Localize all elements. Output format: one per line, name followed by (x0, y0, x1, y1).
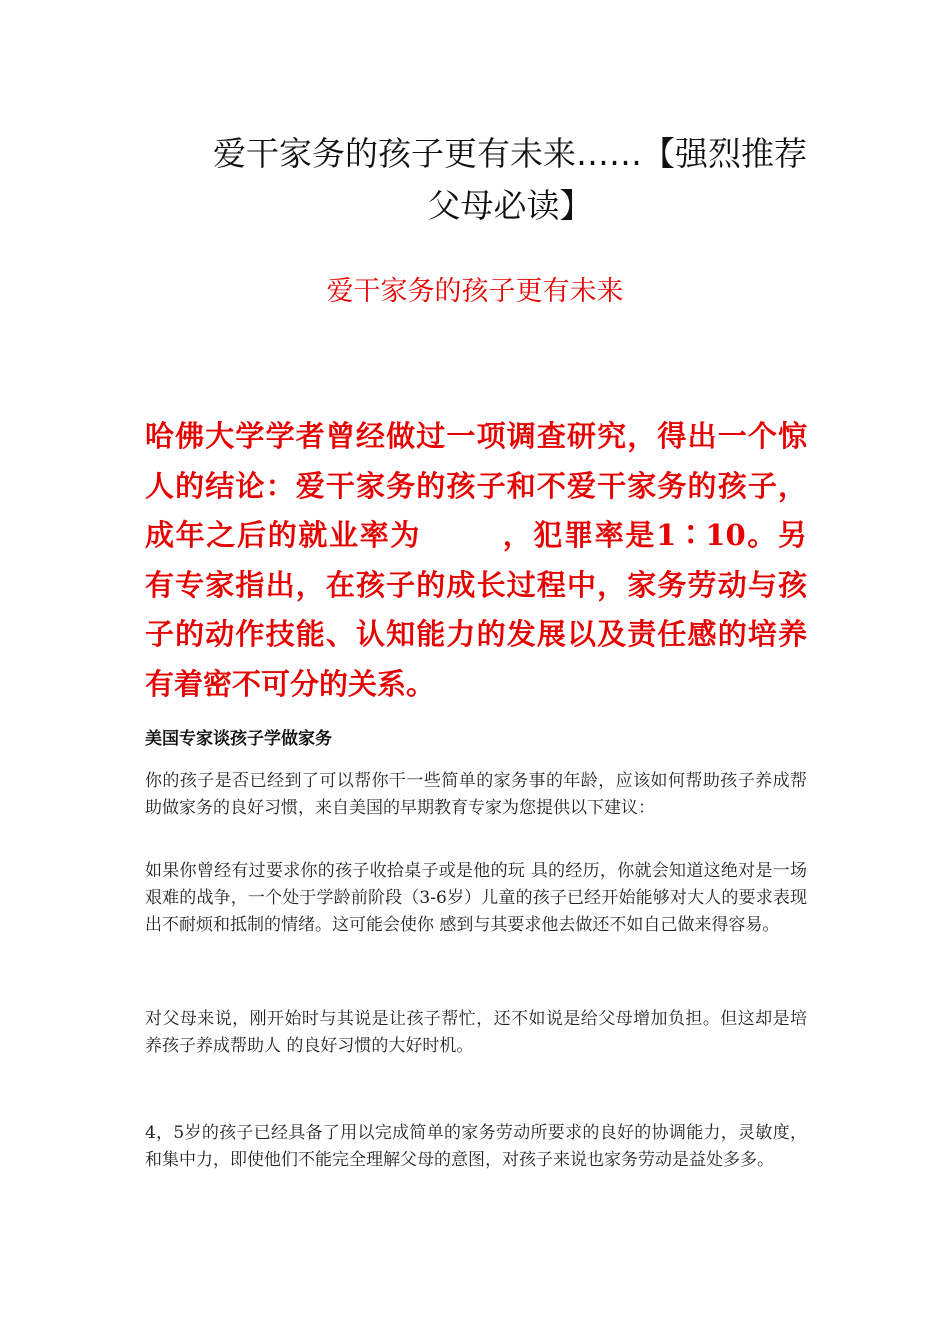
document-subtitle: 爱干家务的孩子更有未来 (326, 276, 624, 307)
body-paragraph: 你的孩子是否已经到了可以帮你干一些简单的家务事的年龄，应该如何帮助孩子养成帮助做家务的良好习惯，来自美国的早期教育专家为您提供以下建议： (145, 771, 807, 818)
document-title: 爱干家务的孩子更有未来……【强烈推荐父母必读】 (213, 134, 807, 225)
highlight-text-after-gap: ，犯罪率是1∶10。另有专家指出，在孩子的成长过程中，家务劳动与孩子的动作技能、认知能力的发展以及责任感的培养有着密不可分的关系。 (145, 518, 807, 701)
body-paragraph: 对父母来说，刚开始时与其说是让孩子帮忙，还不如说是给父母增加负担。但这却是培养孩子养成帮助人 的良好习惯的大好时机。 (145, 1009, 807, 1056)
section-heading: 美国专家谈孩子学做家务 (145, 729, 332, 749)
body-paragraph: 4，5岁的孩子已经具备了用以完成简单的家务劳动所要求的良好的协调能力，灵敏度，和集中力，即使他们不能完全理解父母的意图，对孩子来说也家务劳动是益处多多。 (145, 1123, 807, 1170)
highlight-paragraph (145, 412, 807, 709)
highlight-text-before-gap: 哈佛大学学者曾经做过一项调查研究，得出一个惊人的结论：爱干家务的孩子和不爱干家务的孩子，成年之后的就业率为 (145, 419, 807, 552)
body-paragraph: 如果你曾经有过要求你的孩子收拾桌子或是他的玩 具的经历，你就会知道这绝对是一场艰难的战争，一个处于学龄前阶段（3-6岁）儿童的孩子已经开始能够对大人的要求表现出不耐烦和抵制的情绪。这可能会使你 感到与其要求他去做还不如自己做来得容易。 (145, 861, 807, 935)
